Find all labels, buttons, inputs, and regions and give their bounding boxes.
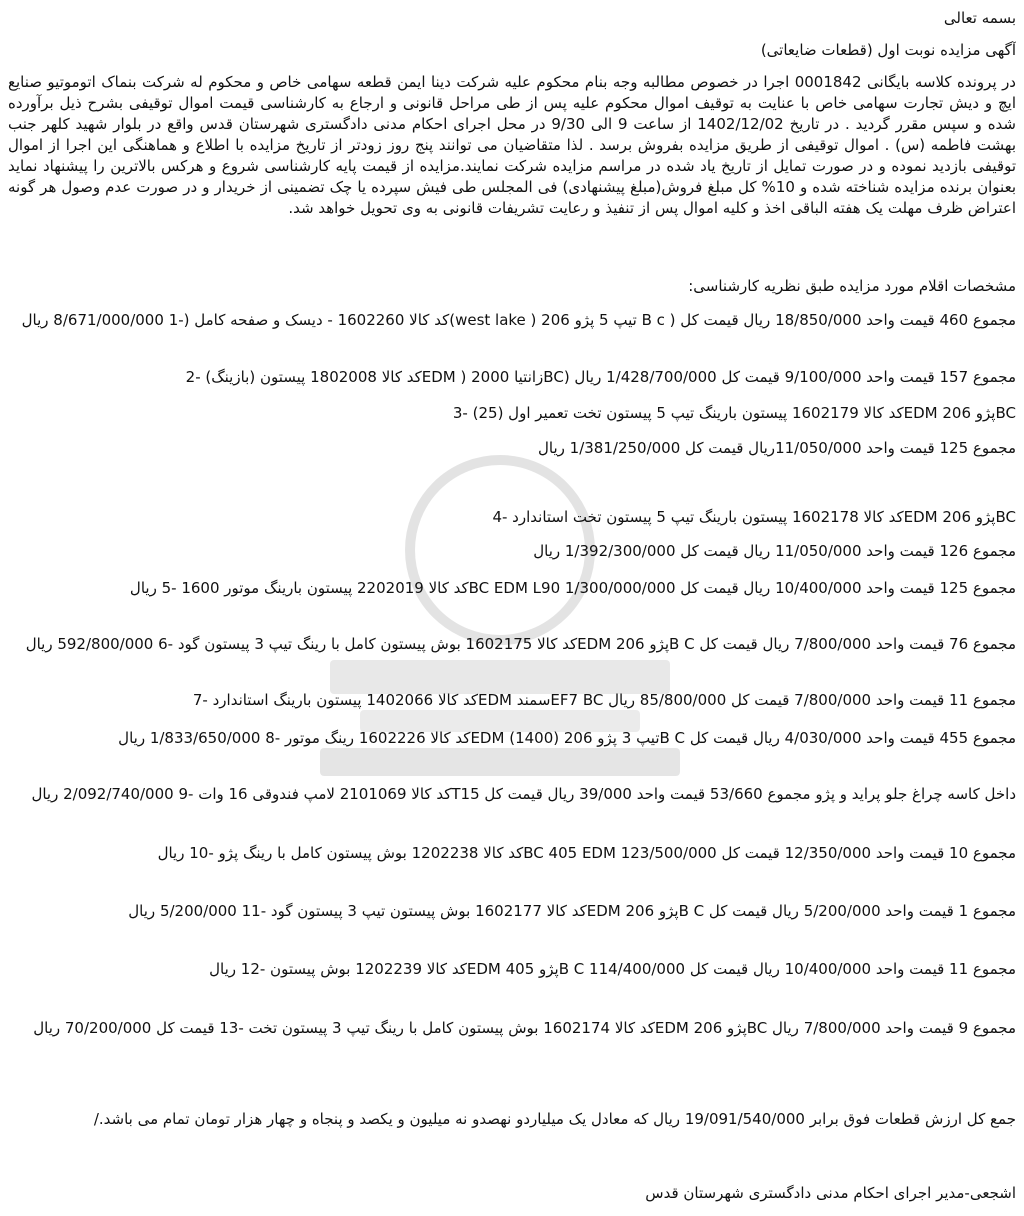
list-item: BCپژو 206 EDMکد کالا 1602178 پیستون بارینگ تیپ 5 پیستون تخت استاندارد -4 <box>492 508 1016 526</box>
items-heading: مشخصات اقلام مورد مزایده طبق نظریه کارشناسی: <box>688 277 1016 295</box>
signature-line: اشجعی-مدیر اجرای احکام مدنی دادگستری شهرستان قدس <box>645 1184 1016 1202</box>
intro-paragraph: در پرونده کلاسه بایگانی 0001842 اجرا در خصوص مطالبه وجه بنام محکوم علیه شرکت دینا ایمن قطعه سهامی خاص و محکوم له شرکت بنماک اتوموتیو صنایع ایچ و دیش تجارت سهامی خاص با عنایت به توقیف اموال محکوم علیه پس از طی مراحل قانونی و ارجاع به کارشناسی قیمت اموال توقیفی بشرح ذیل برآورده شده و سپس مقرر گردید . در تاریخ 1402/12/02 از ساعت 9 الی 9/30 در محل اجرای احکام مدنی دادگستری شهرستان قدس واقع در بلوار شهید کلهر جنب بهشت فاطمه (س) . اموال توقیفی از طریق مزایده بفروش برسد . لذا متقاضیان می توانند پنج روز زودتر از تاریخ مزایده با اطلاع و هماهنگی این اجرا از اموال توقیفی بازدید نموده و در صورت تمایل از تاریخ یاد شده در مراسم مزایده شرکت نمایند.مزایده از قیمت پایه کارشناسی شروع و هرکس بالاترین را پیشنهاد نماید بعنوان برنده مزایده شناخته شده و 10% کل مبلغ فروش(مبلغ پیشنهادی) فی المجلس طی فیش سپرده یا چک تضمینی از خریدار و در صورت عدم وصول هر گونه اعتراض ظرف مهلت یک هفته الباقی اخذ و کلیه اموال پس از تنفیذ و رعایت تشریفات قانونی به وی تحویل خواهد شد. <box>8 73 1016 217</box>
opening-line: بسمه تعالی <box>943 9 1016 27</box>
list-item: BCپژو 206 EDMکد کالا 1602179 پیستون بارینگ تیپ 5 پیستون تخت تعمیر اول (25) -3 <box>452 404 1016 422</box>
list-item: مجموع 126 قیمت واحد 11/050/000 ریال قیمت کل 1/392/300/000 ریال <box>533 542 1016 560</box>
list-item: داخل کاسه چراغ جلو پراید و پژو مجموع 53/660 قیمت واحد 39/000 ریال قیمت کل T15کد کالا 2101069 لامپ فندوقی 16 وات -9 2/092/740/000 ریال <box>31 785 1016 803</box>
list-item: مجموع 157 قیمت واحد 9/100/000 قیمت کل 1/428/700/000 ریال (BCزانتیا 2000 ( EDMکد کالا 1802008 پیستون (بازینگ) -2 <box>185 368 1016 386</box>
list-item: مجموع 1 قیمت واحد 5/200/000 ریال قیمت کل B Cپژو 206 EDMکد کالا 1602177 بوش پیستون تیپ 3 پیستون گود -11 5/200/000 ریال <box>128 902 1016 920</box>
list-item: مجموع 125 قیمت واحد 10/400/000 ریال قیمت کل 1/300/000/000 BC EDM L90کد کالا 2202019 پیستون بارینگ موتور 1600 -5 ریال <box>129 579 1016 597</box>
list-item: مجموع 9 قیمت واحد 7/800/000 ریال BCپژو 206 EDMکد کالا 1602174 بوش پیستون کامل با رینگ تیپ 3 پیستون تخت -13 قیمت کل 70/200/000 ریال <box>33 1019 1016 1037</box>
total-statement: جمع کل ارزش قطعات فوق برابر 19/091/540/000 ریال که معادل یک میلیاردو نهصدو نه میلیون و یکصد و پنجاه و چهار هزار تومان تمام می باشد./ <box>93 1110 1016 1128</box>
notice-title: آگهی مزایده نوبت اول (قطعات ضایعاتی) <box>760 41 1016 59</box>
list-item: مجموع 10 قیمت واحد 12/350/000 قیمت کل 123/500/000 BC 405 EDMکد کالا 1202238 بوش پیستون کامل با رینگ پژو -10 ریال <box>157 844 1016 862</box>
list-item: مجموع 76 قیمت واحد 7/800/000 ریال قیمت کل B Cپژو 206 EDMکد کالا 1602175 بوش پیستون کامل با رینگ تیپ 3 پیستون گود -6 592/800/000 ریال <box>25 635 1016 653</box>
list-item: مجموع 11 قیمت واحد 7/800/000 قیمت کل 85/800/000 ریال EF7 BCسمند EDMکد کالا 1402066 پیستون بارینگ استاندارد -7 <box>192 691 1016 709</box>
list-item: مجموع 125 قیمت واحد 11/050/000ریال قیمت کل 1/381/250/000 ریال <box>538 439 1016 457</box>
list-item: مجموع 11 قیمت واحد 10/400/000 ریال قیمت کل 114/400/000 B Cپژو 405 EDMکد کالا 1202239 بوش پیستون -12 ریال <box>209 960 1016 978</box>
list-item: مجموع 460 قیمت واحد 18/850/000 ریال قیمت کل ( B c تیپ 5 پژو 206 ( west lake)کد کالا 1602260 - دیسک و صفحه کامل (-1 8/671/000/000 ریال <box>21 311 1016 329</box>
list-item: مجموع 455 قیمت واحد 4/030/000 ریال قیمت کل B Cتیپ 3 پژو 206 (1400) EDMکد کالا 1602226 رینگ موتور -8 1/833/650/000 ریال <box>118 729 1016 747</box>
